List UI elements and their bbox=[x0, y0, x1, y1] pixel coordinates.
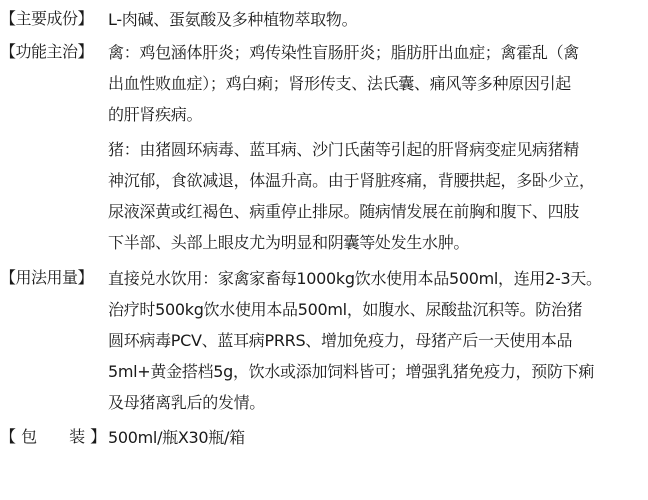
functions-pig-line: 下半部、头部上眼皮尤为明显和阴囊等处发生水肿。 bbox=[108, 233, 470, 252]
usage-line: 5ml+黄金搭档5g，饮水或添加饲料皆可；增强乳猪免疫力，预防下痢 bbox=[108, 362, 595, 381]
usage-section bbox=[0, 263, 642, 418]
functions-pig-line: 神沉郁，食欲减退，体温升高。由于肾脏疼痛，背腰拱起，多卧少立， bbox=[108, 171, 595, 190]
usage-line: 及母猪离乳后的发情。 bbox=[108, 393, 266, 412]
ingredients-line: L-肉碱、蛋氨酸及多种植物萃取物。 bbox=[108, 10, 358, 29]
functions-poultry-line: 出血性败血症）；鸡白痢；肾形传支、法氏囊、痛风等多种原因引起 bbox=[108, 74, 572, 93]
ingredients-label: 【主要成份】 bbox=[0, 9, 94, 28]
package-label: 【 包 装 】 bbox=[0, 427, 107, 446]
usage-line: 直接兑水饮用：家禽家畜每1000kg饮水使用本品500ml，连用2-3天。 bbox=[108, 269, 602, 288]
package-content bbox=[108, 422, 642, 453]
package-line: 500ml/瓶X30瓶/箱 bbox=[108, 428, 245, 447]
ingredients-section bbox=[0, 4, 642, 35]
functions-pig-line: 尿液深黄或红褐色、病重停止排尿。随病情发展在前胸和腹下、四肢 bbox=[108, 202, 580, 221]
functions-section bbox=[0, 37, 642, 258]
usage-content bbox=[108, 263, 642, 418]
usage-line: 治疗时500kg饮水使用本品500ml，如腹水、尿酸盐沉积等。防治猪 bbox=[108, 300, 583, 319]
usage-line: 圆环病毒PCV、蓝耳病PRRS、增加免疫力，母猪产后一天使用本品 bbox=[108, 331, 573, 350]
ingredients-content bbox=[108, 4, 642, 35]
usage-label: 【用法用量】 bbox=[0, 268, 94, 287]
functions-content bbox=[108, 37, 642, 258]
functions-poultry-line: 禽：鸡包涵体肝炎；鸡传染性盲肠肝炎；脂肪肝出血症；禽霍乱（禽 bbox=[108, 43, 580, 62]
functions-label: 【功能主治】 bbox=[0, 42, 94, 61]
functions-pig-line: 猪：由猪圆环病毒、蓝耳病、沙门氏菌等引起的肝肾病变症见病猪精 bbox=[108, 140, 580, 159]
functions-poultry-line: 的肝肾疾病。 bbox=[108, 105, 203, 124]
package-section bbox=[0, 422, 642, 453]
